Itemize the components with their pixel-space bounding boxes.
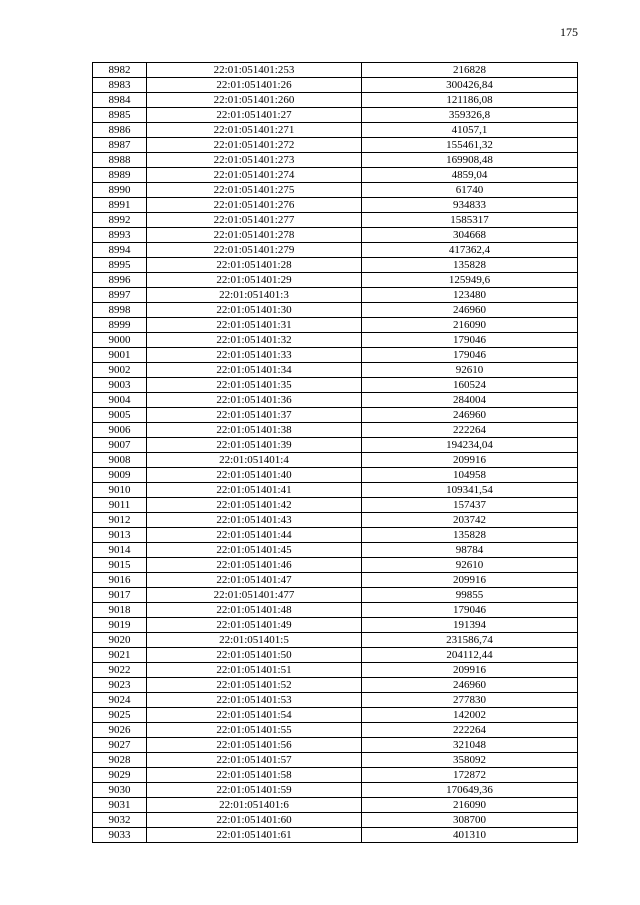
cadastral-number-cell: 22:01:051401:52	[147, 678, 362, 693]
table-row	[93, 573, 578, 588]
table-row	[93, 393, 578, 408]
value-cell: 203742	[362, 513, 578, 528]
value-cell: 417362,4	[362, 243, 578, 258]
cadastral-number-cell: 22:01:051401:32	[147, 333, 362, 348]
value-cell: 155461,32	[362, 138, 578, 153]
row-number-cell: 9004	[93, 393, 147, 408]
value-cell: 401310	[362, 828, 578, 843]
table-row	[93, 213, 578, 228]
value-cell: 121186,08	[362, 93, 578, 108]
value-cell: 142002	[362, 708, 578, 723]
table-row	[93, 258, 578, 273]
value-cell: 104958	[362, 468, 578, 483]
cadastral-number-cell: 22:01:051401:47	[147, 573, 362, 588]
cadastral-number-cell: 22:01:051401:27	[147, 108, 362, 123]
value-cell: 222264	[362, 723, 578, 738]
table-row	[93, 708, 578, 723]
row-number-cell: 9002	[93, 363, 147, 378]
value-cell: 157437	[362, 498, 578, 513]
row-number-cell: 9007	[93, 438, 147, 453]
value-cell: 92610	[362, 363, 578, 378]
cadastral-number-cell: 22:01:051401:48	[147, 603, 362, 618]
row-number-cell: 8990	[93, 183, 147, 198]
row-number-cell: 8985	[93, 108, 147, 123]
value-cell: 246960	[362, 408, 578, 423]
table-row	[93, 333, 578, 348]
cadastral-number-cell: 22:01:051401:30	[147, 303, 362, 318]
row-number-cell: 9009	[93, 468, 147, 483]
value-cell: 109341,54	[362, 483, 578, 498]
table-row	[93, 588, 578, 603]
value-cell: 246960	[362, 303, 578, 318]
table-row	[93, 303, 578, 318]
value-cell: 172872	[362, 768, 578, 783]
cadastral-number-cell: 22:01:051401:271	[147, 123, 362, 138]
cadastral-number-cell: 22:01:051401:59	[147, 783, 362, 798]
table-row	[93, 528, 578, 543]
cadastral-number-cell: 22:01:051401:42	[147, 498, 362, 513]
table-row	[93, 543, 578, 558]
cadastral-number-cell: 22:01:051401:274	[147, 168, 362, 183]
cadastral-number-cell: 22:01:051401:36	[147, 393, 362, 408]
value-cell: 92610	[362, 558, 578, 573]
cadastral-number-cell: 22:01:051401:29	[147, 273, 362, 288]
table-row	[93, 513, 578, 528]
value-cell: 179046	[362, 348, 578, 363]
table-row	[93, 243, 578, 258]
value-cell: 179046	[362, 333, 578, 348]
table-row	[93, 798, 578, 813]
table-row	[93, 423, 578, 438]
value-cell: 209916	[362, 573, 578, 588]
cadastral-number-cell: 22:01:051401:39	[147, 438, 362, 453]
table-row	[93, 108, 578, 123]
row-number-cell: 9026	[93, 723, 147, 738]
table-row	[93, 438, 578, 453]
cadastral-number-cell: 22:01:051401:275	[147, 183, 362, 198]
value-cell: 209916	[362, 453, 578, 468]
table-row	[93, 318, 578, 333]
row-number-cell: 9014	[93, 543, 147, 558]
value-cell: 61740	[362, 183, 578, 198]
cadastral-number-cell: 22:01:051401:58	[147, 768, 362, 783]
row-number-cell: 8984	[93, 93, 147, 108]
row-number-cell: 8998	[93, 303, 147, 318]
table-row	[93, 753, 578, 768]
value-cell: 222264	[362, 423, 578, 438]
row-number-cell: 9016	[93, 573, 147, 588]
registry-table-body	[93, 63, 578, 843]
table-row	[93, 408, 578, 423]
value-cell: 277830	[362, 693, 578, 708]
row-number-cell: 9017	[93, 588, 147, 603]
row-number-cell: 9012	[93, 513, 147, 528]
value-cell: 99855	[362, 588, 578, 603]
cadastral-number-cell: 22:01:051401:5	[147, 633, 362, 648]
cadastral-number-cell: 22:01:051401:57	[147, 753, 362, 768]
row-number-cell: 8994	[93, 243, 147, 258]
cadastral-number-cell: 22:01:051401:41	[147, 483, 362, 498]
row-number-cell: 9022	[93, 663, 147, 678]
row-number-cell: 9001	[93, 348, 147, 363]
row-number-cell: 9006	[93, 423, 147, 438]
cadastral-number-cell: 22:01:051401:276	[147, 198, 362, 213]
cadastral-number-cell: 22:01:051401:49	[147, 618, 362, 633]
table-row	[93, 123, 578, 138]
row-number-cell: 8983	[93, 78, 147, 93]
row-number-cell: 8996	[93, 273, 147, 288]
row-number-cell: 9008	[93, 453, 147, 468]
cadastral-number-cell: 22:01:051401:260	[147, 93, 362, 108]
row-number-cell: 9021	[93, 648, 147, 663]
row-number-cell: 9011	[93, 498, 147, 513]
row-number-cell: 8989	[93, 168, 147, 183]
cadastral-number-cell: 22:01:051401:253	[147, 63, 362, 78]
table-row	[93, 678, 578, 693]
value-cell: 300426,84	[362, 78, 578, 93]
table-row	[93, 93, 578, 108]
row-number-cell: 9010	[93, 483, 147, 498]
cadastral-number-cell: 22:01:051401:477	[147, 588, 362, 603]
table-row	[93, 348, 578, 363]
row-number-cell: 9030	[93, 783, 147, 798]
table-row	[93, 603, 578, 618]
value-cell: 170649,36	[362, 783, 578, 798]
value-cell: 209916	[362, 663, 578, 678]
value-cell: 194234,04	[362, 438, 578, 453]
cadastral-number-cell: 22:01:051401:6	[147, 798, 362, 813]
table-row	[93, 483, 578, 498]
table-row	[93, 378, 578, 393]
row-number-cell: 8997	[93, 288, 147, 303]
value-cell: 358092	[362, 753, 578, 768]
table-row	[93, 618, 578, 633]
row-number-cell: 8992	[93, 213, 147, 228]
table-row	[93, 813, 578, 828]
row-number-cell: 9015	[93, 558, 147, 573]
row-number-cell: 8991	[93, 198, 147, 213]
table-row	[93, 63, 578, 78]
row-number-cell: 9019	[93, 618, 147, 633]
cadastral-number-cell: 22:01:051401:279	[147, 243, 362, 258]
value-cell: 231586,74	[362, 633, 578, 648]
cadastral-number-cell: 22:01:051401:28	[147, 258, 362, 273]
row-number-cell: 9029	[93, 768, 147, 783]
row-number-cell: 9028	[93, 753, 147, 768]
value-cell: 4859,04	[362, 168, 578, 183]
table-row	[93, 363, 578, 378]
cadastral-number-cell: 22:01:051401:277	[147, 213, 362, 228]
table-row	[93, 198, 578, 213]
row-number-cell: 8999	[93, 318, 147, 333]
value-cell: 123480	[362, 288, 578, 303]
cadastral-number-cell: 22:01:051401:46	[147, 558, 362, 573]
row-number-cell: 9033	[93, 828, 147, 843]
row-number-cell: 9018	[93, 603, 147, 618]
cadastral-number-cell: 22:01:051401:60	[147, 813, 362, 828]
cadastral-number-cell: 22:01:051401:50	[147, 648, 362, 663]
row-number-cell: 9023	[93, 678, 147, 693]
table-row	[93, 693, 578, 708]
row-number-cell: 8995	[93, 258, 147, 273]
cadastral-number-cell: 22:01:051401:37	[147, 408, 362, 423]
table-row	[93, 738, 578, 753]
cadastral-number-cell: 22:01:051401:4	[147, 453, 362, 468]
table-row	[93, 273, 578, 288]
value-cell: 934833	[362, 198, 578, 213]
cadastral-number-cell: 22:01:051401:45	[147, 543, 362, 558]
table-row	[93, 453, 578, 468]
value-cell: 246960	[362, 678, 578, 693]
value-cell: 304668	[362, 228, 578, 243]
cadastral-number-cell: 22:01:051401:40	[147, 468, 362, 483]
row-number-cell: 9000	[93, 333, 147, 348]
row-number-cell: 9024	[93, 693, 147, 708]
value-cell: 321048	[362, 738, 578, 753]
row-number-cell: 9013	[93, 528, 147, 543]
value-cell: 204112,44	[362, 648, 578, 663]
cadastral-number-cell: 22:01:051401:61	[147, 828, 362, 843]
table-row	[93, 288, 578, 303]
cadastral-number-cell: 22:01:051401:35	[147, 378, 362, 393]
value-cell: 41057,1	[362, 123, 578, 138]
table-row	[93, 648, 578, 663]
row-number-cell: 9020	[93, 633, 147, 648]
table-row	[93, 768, 578, 783]
table-row	[93, 783, 578, 798]
value-cell: 169908,48	[362, 153, 578, 168]
cadastral-number-cell: 22:01:051401:43	[147, 513, 362, 528]
page-number: 175	[560, 25, 578, 39]
value-cell: 216828	[362, 63, 578, 78]
registry-table	[92, 62, 578, 843]
row-number-cell: 9032	[93, 813, 147, 828]
cadastral-number-cell: 22:01:051401:278	[147, 228, 362, 243]
row-number-cell: 9025	[93, 708, 147, 723]
value-cell: 160524	[362, 378, 578, 393]
cadastral-number-cell: 22:01:051401:26	[147, 78, 362, 93]
table-row	[93, 498, 578, 513]
row-number-cell: 8982	[93, 63, 147, 78]
cadastral-number-cell: 22:01:051401:54	[147, 708, 362, 723]
cadastral-number-cell: 22:01:051401:51	[147, 663, 362, 678]
row-number-cell: 9005	[93, 408, 147, 423]
cadastral-number-cell: 22:01:051401:53	[147, 693, 362, 708]
value-cell: 216090	[362, 798, 578, 813]
table-row	[93, 183, 578, 198]
value-cell: 179046	[362, 603, 578, 618]
value-cell: 135828	[362, 258, 578, 273]
row-number-cell: 8988	[93, 153, 147, 168]
table-row	[93, 828, 578, 843]
row-number-cell: 8986	[93, 123, 147, 138]
table-row	[93, 138, 578, 153]
value-cell: 98784	[362, 543, 578, 558]
table-row	[93, 228, 578, 243]
value-cell: 125949,6	[362, 273, 578, 288]
cadastral-number-cell: 22:01:051401:31	[147, 318, 362, 333]
table-row	[93, 468, 578, 483]
table-row	[93, 663, 578, 678]
cadastral-number-cell: 22:01:051401:3	[147, 288, 362, 303]
value-cell: 359326,8	[362, 108, 578, 123]
cadastral-number-cell: 22:01:051401:44	[147, 528, 362, 543]
cadastral-number-cell: 22:01:051401:34	[147, 363, 362, 378]
table-row	[93, 558, 578, 573]
table-row	[93, 153, 578, 168]
table-row	[93, 78, 578, 93]
cadastral-number-cell: 22:01:051401:273	[147, 153, 362, 168]
row-number-cell: 9027	[93, 738, 147, 753]
cadastral-number-cell: 22:01:051401:38	[147, 423, 362, 438]
cadastral-number-cell: 22:01:051401:55	[147, 723, 362, 738]
row-number-cell: 8987	[93, 138, 147, 153]
row-number-cell: 8993	[93, 228, 147, 243]
value-cell: 191394	[362, 618, 578, 633]
row-number-cell: 9003	[93, 378, 147, 393]
value-cell: 216090	[362, 318, 578, 333]
table-row	[93, 168, 578, 183]
value-cell: 1585317	[362, 213, 578, 228]
value-cell: 284004	[362, 393, 578, 408]
cadastral-number-cell: 22:01:051401:33	[147, 348, 362, 363]
cadastral-number-cell: 22:01:051401:56	[147, 738, 362, 753]
table-row	[93, 723, 578, 738]
cadastral-number-cell: 22:01:051401:272	[147, 138, 362, 153]
table-row	[93, 633, 578, 648]
value-cell: 308700	[362, 813, 578, 828]
value-cell: 135828	[362, 528, 578, 543]
row-number-cell: 9031	[93, 798, 147, 813]
